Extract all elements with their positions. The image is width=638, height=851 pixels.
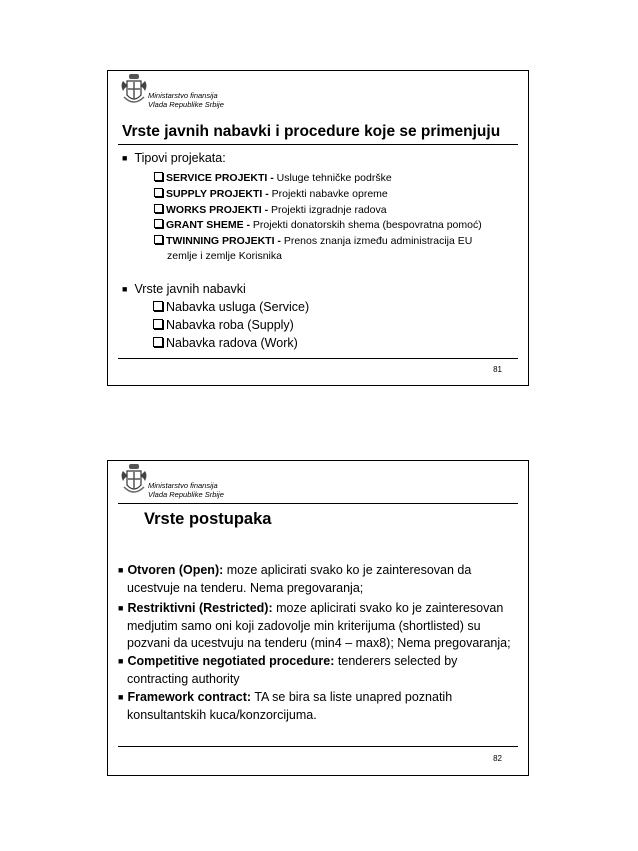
item-text-continued: contracting authority xyxy=(127,672,240,686)
square-bullet-icon: ■ xyxy=(118,603,124,613)
checkbox-icon xyxy=(153,337,163,347)
footer-divider xyxy=(118,358,518,359)
list-item-service xyxy=(154,171,392,185)
bullet-procurement-types xyxy=(122,282,246,296)
square-bullet-icon: ■ xyxy=(118,692,124,702)
item-label: Framework contract: xyxy=(127,690,252,704)
item-text: Projekti donatorskih shema (bespovratna pomoć) xyxy=(252,219,482,231)
government-name: Vlada Republike Srbije xyxy=(148,100,224,109)
list-item-framework-contract xyxy=(118,689,518,724)
title-divider xyxy=(118,144,518,145)
item-text: moze aplicirati svako ko je zainteresovan xyxy=(272,601,504,615)
item-label: Competitive negotiated procedure: xyxy=(127,654,335,668)
checkbox-icon xyxy=(153,301,163,311)
ministry-name: Ministarstvo finansija xyxy=(148,481,218,490)
ministry-label xyxy=(148,91,224,109)
list-item-open xyxy=(118,562,518,597)
item-text-continued: ucestvuje na tenderu. Nema pregovaranja; xyxy=(127,581,364,595)
bullet-project-types xyxy=(122,151,226,165)
list-item-works xyxy=(154,203,387,217)
item-label: GRANT SHEME - xyxy=(166,219,253,231)
ministry-name: Ministarstvo finansija xyxy=(148,91,218,100)
serbia-coat-of-arms-logo xyxy=(120,73,148,107)
checkbox-icon xyxy=(153,319,163,329)
item-label: TWINNING PROJEKTI - xyxy=(166,235,284,247)
list-item-supplies xyxy=(153,317,294,333)
item-text: Nabavka roba (Supply) xyxy=(166,318,294,332)
list-item-grant xyxy=(154,218,482,232)
square-bullet-icon: ■ xyxy=(118,656,124,666)
item-text-continued: pozvani da ucestvuju na tenderu (min4 – max8); Nema pregovaranja; xyxy=(127,636,511,650)
checkbox-icon xyxy=(154,235,163,244)
item-label: SUPPLY PROJEKTI - xyxy=(166,188,272,200)
slide-81 xyxy=(107,70,529,386)
item-text: Prenos znanja između administracija EU xyxy=(283,235,473,247)
page-number: 82 xyxy=(493,754,502,763)
serbia-coat-of-arms-logo xyxy=(120,463,148,497)
checkbox-icon xyxy=(154,204,163,213)
list-item-twinning xyxy=(154,234,472,248)
list-item-services xyxy=(153,299,309,315)
slide-title: Vrste postupaka xyxy=(144,510,272,528)
list-item-works-procurement xyxy=(153,335,298,351)
item-text-continued: medjutim samo oni koji zadovolje min kriterijuma (shortlisted) su xyxy=(127,619,481,633)
bullet-text: Tipovi projekata: xyxy=(134,151,226,165)
list-item-twinning-continued: zemlje i zemlje Korisnika xyxy=(167,250,282,262)
item-text: tenderers selected by xyxy=(334,654,458,668)
title-divider xyxy=(118,503,518,504)
checkbox-icon xyxy=(154,219,163,228)
square-bullet-icon: ■ xyxy=(118,565,124,575)
item-text: Projekti izgradnje radova xyxy=(271,204,387,216)
checkbox-icon xyxy=(154,188,163,197)
square-bullet-icon: ■ xyxy=(122,153,128,163)
slide-title: Vrste javnih nabavki i procedure koje se primenjuju xyxy=(122,123,501,140)
square-bullet-icon: ■ xyxy=(122,284,128,294)
item-text: moze aplicirati svako ko je zainteresovan da xyxy=(223,563,472,577)
item-label: WORKS PROJEKTI - xyxy=(166,204,272,216)
item-text: Projekti nabavke opreme xyxy=(271,188,388,200)
list-item-competitive-negotiated xyxy=(118,653,518,688)
item-text: Usluge tehničke podrške xyxy=(276,172,392,184)
slide-82 xyxy=(107,460,529,776)
bullet-text: Vrste javnih nabavki xyxy=(134,282,246,296)
checkbox-icon xyxy=(154,172,163,181)
footer-divider xyxy=(118,746,518,747)
list-item-supply xyxy=(154,187,388,201)
list-item-restricted xyxy=(118,600,518,652)
item-text: TA se bira sa liste unapred poznatih xyxy=(251,690,453,704)
item-label: SERVICE PROJEKTI - xyxy=(166,172,277,184)
ministry-label xyxy=(148,481,224,499)
item-label: Restriktivni (Restricted): xyxy=(127,601,273,615)
page-number: 81 xyxy=(493,365,502,374)
government-name: Vlada Republike Srbije xyxy=(148,490,224,499)
item-label: Otvoren (Open): xyxy=(127,563,224,577)
item-text: Nabavka radova (Work) xyxy=(166,336,298,350)
item-text: Nabavka usluga (Service) xyxy=(166,300,310,314)
item-text-continued: konsultantskih kuca/konzorcijuma. xyxy=(127,708,317,722)
